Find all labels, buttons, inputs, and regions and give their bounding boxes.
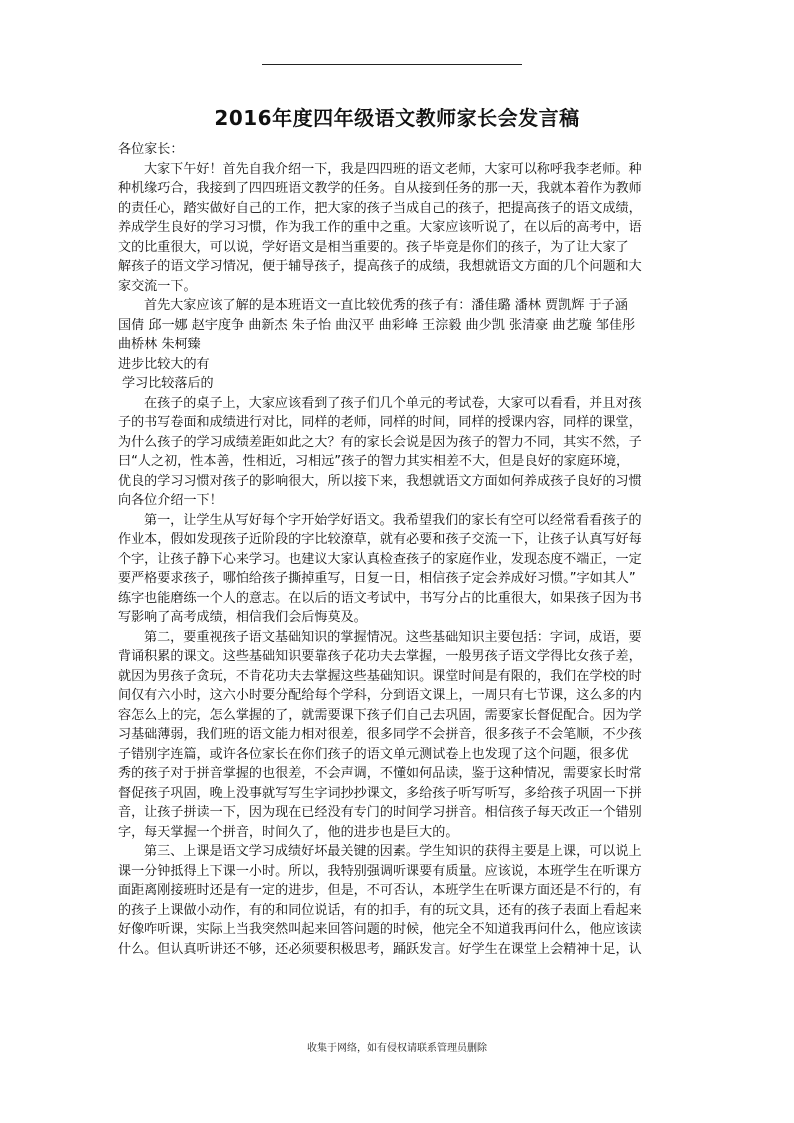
text-line: 就因为男孩子贪玩，不肯花功夫去掌握这些基础知识。课堂时间是有限的，我们在学校的时: [118, 668, 642, 684]
text-line: 第三、上课是语文学习成绩好坏最关键的因素。学生知识的获得主要是上课，可以说上: [144, 844, 642, 859]
text-line: 家交流一下。: [118, 278, 197, 294]
text-line: 种机缘巧合，我接到了四四班语文教学的任务。自从接到任务的那一天，我就本着作为教师: [118, 181, 642, 196]
text-line: 为什么孩子的学习成绩差距如此之大？有的家长会说是因为孩子的智力不同，其实不然，子: [118, 434, 642, 450]
text-line: 背诵积累的课文。这些基础知识要靠孩子花功夫去掌握，一般男孩子语文学得比女孩子差，: [118, 649, 642, 664]
text-line: 优良的学习习惯对孩子的影响很大，所以接下来，我想就语文方面如何养成孩子良好的习惯: [118, 473, 642, 489]
text-line: 第一，让学生从写好每个字开始学好语文。我希望我们的家长有空可以经常看看孩子的: [144, 512, 642, 528]
text-line: 曰“人之初，性本善，性相近，习相远”孩子的智力其实相差不大，但是良好的家庭环境，: [118, 454, 630, 469]
text-line: 秀的孩子对于拼音掌握的也很差，不会声调，不懂如何品读，鉴于这种情况，需要家长时常: [118, 766, 642, 781]
text-line: 什么。但认真听讲还不够，还必须要积极思考，踊跃发言。好学生在课堂上会精神十足，认: [118, 941, 642, 957]
header-rule: [262, 64, 522, 65]
text-line: 各位家长：: [118, 142, 184, 157]
document-title: 2016年度四年级语文教师家长会发言稿: [214, 106, 580, 130]
text-line: 课一分钟抵得上下课一小时。所以，我特别强调听课要有质量。应该说，本班学生在听课方: [118, 863, 642, 879]
text-line: 子的书写卷面和成绩进行对比，同样的老师，同样的时间，同样的授课内容，同样的课堂，: [118, 415, 642, 430]
text-line: 面距离刚接班时还是有一定的进步，但是，不可否认，本班学生在听课方面还是不行的，有: [118, 883, 642, 898]
text-line: 的孩子上课做小动作，有的和同位说话，有的扣手，有的玩文具，还有的孩子表面上看起来: [118, 902, 642, 918]
text-line: 个字，让孩子静下心来学习。也建议大家认真检查孩子的家庭作业，发现态度不端正，一定: [118, 551, 642, 567]
text-line: 要严格要求孩子，哪怕给孩子撕掉重写，日复一日，相信孩子定会养成好习惯。”字如其人”: [118, 571, 636, 586]
text-line: 进步比较大的有: [118, 356, 210, 372]
text-line: 间仅有六小时，这六小时要分配给每个学科，分到语文课上，一周只有七节课，这么多的内: [118, 688, 642, 703]
text-line: 在孩子的桌子上，大家应该看到了孩子们几个单元的考试卷，大家可以看看，并且对孩: [144, 395, 642, 411]
document-body: [118, 140, 678, 959]
text-line: 解孩子的语文学习情况，便于辅导孩子，提高孩子的成绩，我想就语文方面的几个问题和大: [118, 259, 642, 274]
text-line: 第二，要重视孩子语文基础知识的掌握情况。这些基础知识主要包括：字词，成语，要: [144, 629, 642, 645]
text-line: 好像咋听课，实际上当我突然叫起来回答问题的时候，他完全不知道我再问什么，他应该读: [118, 922, 642, 937]
text-line: 作业本，假如发现孩子近阶段的字比较潦草，就有必要和孩子交流一下，让孩子认真写好每: [118, 532, 642, 547]
text-line: 字，每天掌握一个拼音，时间久了，他的进步也是巨大的。: [118, 824, 459, 840]
text-line: 练字也能磨练一个人的意志。在以后的语文考试中，书写分占的比重很大，如果孩子因为书: [118, 590, 642, 606]
text-line: 曲桥林 朱柯臻: [118, 337, 201, 352]
text-line: 文的比重很大，可以说，学好语文是相当重要的。孩子毕竟是你们的孩子，为了让大家了: [118, 239, 629, 255]
text-line: 习基础薄弱，我们班的语文能力相对很差，很多同学不会拼音，很多孩子不会笔顺，不少孩: [118, 727, 642, 742]
text-line: 大家下午好！首先自我介绍一下，我是四四班的语文老师，大家可以称呼我李老师。种: [144, 161, 642, 177]
text-line: 子错别字连篇，或许各位家长在你们孩子的语文单元测试卷上也发现了这个问题，很多优: [118, 746, 629, 762]
text-line: 养成学生良好的学习习惯，作为我工作的重中之重。大家应该听说了，在以后的高考中，语: [118, 220, 642, 235]
footer-note: 收集于网络，如有侵权请联系管理员删除: [307, 1043, 487, 1054]
text-line: 写影响了高考成绩，相信我们会后悔莫及。: [118, 610, 367, 625]
text-line: 向各位介绍一下！: [118, 493, 223, 508]
text-line: 首先大家应该了解的是本班语文一直比较优秀的孩子有：潘佳璐 潘林 贾凯辉 于子涵: [144, 298, 628, 313]
text-line: 学习比较落后的: [122, 376, 214, 391]
text-line: 督促孩子巩固，晚上没事就写写生字词抄抄课文，多给孩子听写听写，多给孩子巩固一下拼: [118, 785, 642, 801]
text-line: 国倩 邱一娜 赵宇度争 曲新杰 朱子怡 曲汉平 曲彩峰 王淙毅 曲少凯 张清豪 曲艺璇 邹佳彤: [118, 317, 636, 333]
text-line: 的责任心，踏实做好自己的工作，把大家的孩子当成自己的孩子，把提高孩子的语文成绩，: [118, 200, 642, 216]
text-line: 音，让孩子拼读一下，因为现在已经没有专门的时间学习拼音。相信孩子每天改正一个错别: [118, 805, 642, 820]
text-line: 容怎么上的完，怎么掌握的了，就需要课下孩子们自己去巩固，需要家长督促配合。因为学: [118, 707, 642, 723]
